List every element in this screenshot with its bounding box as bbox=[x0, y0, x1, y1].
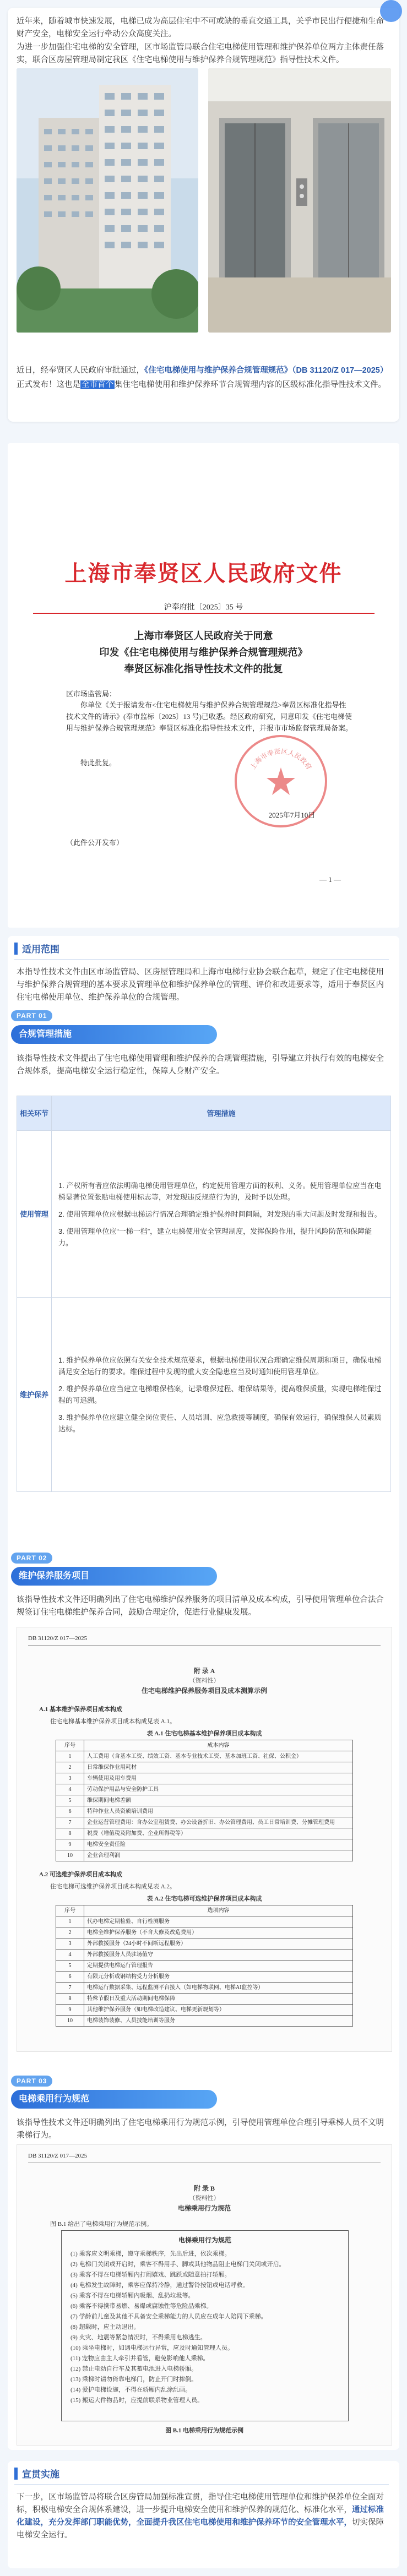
doc-public-note: （此件公开发布） bbox=[66, 838, 124, 847]
col-header-stage: 相关环节 bbox=[17, 1096, 52, 1131]
doc-page-number: — 1 — bbox=[319, 875, 341, 884]
list-item: 1. 维护保养单位应依照有关安全技术规范要求，根据电梯使用状况合理确定维保周期和项目，确保电梯满足安全运行的要求。维保过程中发现的重大安全隐患应当及时通知使用管理单位。 bbox=[58, 1356, 382, 1376]
section-a2: A.2 可选维护保养项目成本构成 bbox=[39, 1871, 122, 1878]
table-cell: 9 bbox=[56, 1839, 84, 1850]
table-a2-title: 表 A.2 住宅电梯可选维护保养项目成本构成 bbox=[146, 1896, 262, 1902]
rule-item: (10) 乘坐电梯时，如遇电梯运行异常，应及时通知管理人员。 bbox=[70, 2345, 234, 2351]
seal-text: 上海市奉贤区人民政府 bbox=[248, 747, 313, 771]
measures-text: 该指导性技术文件提出了住宅电梯使用管理和维护保养的合规管理措施，引导建立并执行有效的电梯安全合规体系，提高电梯安全运行稳定性，保障人身财产安全。 bbox=[17, 1054, 384, 1076]
appendix-intro: 图 B.1 给出了电梯乘用行为规范示例。 bbox=[50, 2221, 153, 2228]
col-header-measures: 管理措施 bbox=[52, 1096, 391, 1131]
standard-code: DB 31120/Z 017—2025 bbox=[28, 1635, 88, 1642]
appendix-a-scan bbox=[17, 1627, 392, 2052]
rule-item: (1) 乘客应文明乘梯，遵守乘梯秩序，先出后进，依次乘梯。 bbox=[70, 2251, 231, 2257]
doc-title: 上海市奉贤区人民政府关于同意 印发《住宅电梯使用与维护保养合规管理规范》 奉贤区标准化指导性技术文件的批复 bbox=[99, 630, 308, 674]
appendix-title: 住宅电梯维护保养服务项目及成本测算示例 bbox=[141, 1687, 267, 1695]
table-cell: 外部救援服务（24小时不间断远程服务） bbox=[84, 1938, 353, 1949]
rule-item: (9) 火灾、地震等紧急情况时，不得乘用电梯逃生。 bbox=[70, 2334, 207, 2341]
table-cell: 特殊节假日及重大活动期间电梯保障 bbox=[84, 1994, 353, 2005]
table-cell: 1 bbox=[56, 1916, 84, 1927]
appendix-label: 附 录 B bbox=[193, 2185, 215, 2192]
section-a2-sub: 住宅电梯可选维护保养项目成本构成见表 A.2。 bbox=[50, 1883, 176, 1890]
rule-item: (2) 电梯门关闭或开启时，乘客不得用手、脚或其他物品阻止电梯门关闭或开启。 bbox=[70, 2261, 285, 2268]
table-cell: 2 bbox=[56, 1762, 84, 1773]
doc-number: 沪奉府批〔2025〕35 号 bbox=[164, 603, 243, 612]
doc-header: 上海市奉贤区人民政府文件 bbox=[64, 561, 343, 586]
table-cell: 日常维保作业用耗材 bbox=[84, 1762, 353, 1773]
table-cell: 外部救援服务人员驻场值守 bbox=[84, 1949, 353, 1960]
rule-item: (5) 乘客不得在电梯轿厢内吸烟、乱扔垃圾等。 bbox=[70, 2292, 194, 2299]
rules-box bbox=[61, 2230, 349, 2421]
doc-date: 2025年7月10日 bbox=[268, 811, 316, 819]
section-a1-sub: 住宅电梯基本维护保养项目成本构成见表 A.1。 bbox=[50, 1718, 176, 1725]
table-cell: 劳动保护用品与安全防护工具 bbox=[84, 1784, 353, 1795]
table-cell: 2 bbox=[56, 1927, 84, 1938]
table-cell: 4 bbox=[56, 1784, 84, 1795]
list-item: 2. 维护保养单位应当建立电梯维保档案，记录维保过程、维保结果等，提高维保质量，实现电梯维保过程的可追溯。 bbox=[58, 1385, 382, 1404]
part-tag: PART 03 bbox=[11, 2076, 52, 2087]
table-cell: 代办电梯定期检验、自行检测服务 bbox=[84, 1916, 353, 1927]
table-cell: 电梯安全责任险 bbox=[84, 1839, 353, 1850]
table-cell: 7 bbox=[56, 1817, 84, 1828]
appendix-title: 电梯乘用行为规范 bbox=[177, 2204, 231, 2212]
table-cell: 6 bbox=[56, 1972, 84, 1983]
scope-text: 本指导性技术文件由区市场监管局、区房屋管理局和上海市电梯行业协会联合起草，规定了住宅电梯使用与维护保养合规管理的基本要求及管理单位和维护保养单位的管理、评价和改进要求等，适用于奉贤区内住宅电梯使用单位、维护保养单位的合规管理。 bbox=[17, 968, 384, 1002]
intro-para-2: 为进一步加强住宅电梯的安全管理，区市场监管局联合住宅电梯使用管理和维护保养单位两方主体责任落实，联合区房屋管理局制定我区《住宅电梯使用与维护保养合规管理规范》指导性技术文件。 bbox=[17, 43, 384, 64]
table-a1-title: 表 A.1 住宅电梯基本维护保养项目成本构成 bbox=[146, 1730, 262, 1737]
table-cell: 定期提供电梯运行管理报告 bbox=[84, 1960, 353, 1972]
table-cell: 维保期间电梯差额 bbox=[84, 1795, 353, 1806]
measures-header: 合规管理措施 bbox=[11, 1025, 217, 1044]
table-cell: 10 bbox=[56, 1850, 84, 1861]
rule-item: (3) 乘客不得在电梯轿厢内打闹嬉戏、跳跃或随意拍打轿厢。 bbox=[70, 2272, 231, 2278]
table-head: 选项内容 bbox=[84, 1905, 353, 1916]
appendix-type: （资料性） bbox=[189, 1678, 220, 1684]
svg-text:上海市奉贤区人民政府 bbox=[248, 747, 313, 771]
table-cell: 电梯运行数据采集、远程监测平台接入（如电梯物联网、电梯AI监控等） bbox=[84, 1983, 353, 1994]
rules-box-title: 电梯乘用行为规范 bbox=[178, 2236, 231, 2244]
scan-rule bbox=[28, 1645, 381, 1646]
table-cell: 8 bbox=[56, 1994, 84, 2005]
figure-caption: 图 B.1 电梯乘用行为规范示例 bbox=[165, 2427, 244, 2434]
table-cell: 5 bbox=[56, 1960, 84, 1972]
scope-marker bbox=[14, 943, 18, 955]
table-cell: 电梯全维护保养服务（不含大修及改造费用） bbox=[84, 1927, 353, 1938]
doc-closing: 特此批复。 bbox=[80, 759, 117, 767]
part-tag: PART 01 bbox=[11, 1010, 52, 1021]
maintenance-measures bbox=[52, 1298, 391, 1492]
table-cell: 7 bbox=[56, 1983, 84, 1994]
list-item: 1. 产权所有者应依法明确电梯使用管理单位，约定使用管理方面的权利、义务。使用管理单位应当在电梯显著位置张贴电梯使用标志等，对发现违反规范行为的，及时予以处理。 bbox=[58, 1181, 382, 1201]
appendix-label: 附 录 A bbox=[193, 1667, 215, 1675]
table-cell: 有限元分析或钢结构受力分析服务 bbox=[84, 1972, 353, 1983]
implementation-header: 宣贯实施 bbox=[22, 2469, 59, 2480]
table-cell: 电梯装饰装修、人员技能培训等服务 bbox=[84, 2016, 353, 2027]
table-cell: 4 bbox=[56, 1949, 84, 1960]
row-label-maintenance: 维护保养 bbox=[17, 1298, 52, 1492]
behavior-text: 该指导性技术文件还明确列出了住宅电梯乘用行为规范示例，引导使用管理单位合理引导乘梯人员不文明乘梯行为。 bbox=[17, 2118, 384, 2140]
intro-para-1: 近年来，随着城市快速发展，电梯已成为高层住宅中不可或缺的垂直交通工具，关乎市民出行便捷和生命财产安全，电梯安全运行牵动公众高度关注。 bbox=[17, 17, 384, 39]
table-cell: 9 bbox=[56, 2005, 84, 2016]
elevator-lobby-photo bbox=[208, 68, 391, 333]
table-cell: 1 bbox=[56, 1751, 84, 1762]
service-items-header: 维护保养服务项目 bbox=[11, 1567, 217, 1586]
table-cell: 特种作业人员资质培训费用 bbox=[84, 1806, 353, 1817]
table-cell: 企业运营管理费用：含办公室租赁费、办公设备折旧、办公管理费用、员工日常培训费、分摊管理费用 bbox=[84, 1817, 353, 1828]
government-approval-document bbox=[8, 443, 399, 928]
rule-item: (6) 乘客不得携带易燃、易爆或腐蚀性等危险品乘梯。 bbox=[70, 2303, 213, 2310]
rule-item: (13) 乘梯时请勿倚靠电梯门，防止开门时摔倒。 bbox=[70, 2376, 198, 2383]
rule-item: (4) 电梯发生故障时，乘客应保持冷静，通过警铃按钮或电话呼救。 bbox=[70, 2282, 249, 2289]
rule-item: (14) 爱护电梯设施，不得在轿厢内乱涂乱画。 bbox=[70, 2387, 192, 2393]
part-tag: PART 02 bbox=[11, 1553, 52, 1564]
building-photo bbox=[17, 68, 198, 333]
table-head: 序号 bbox=[56, 1740, 84, 1751]
table-cell: 税费（增值税及附加费、企业所得税等） bbox=[84, 1828, 353, 1839]
rule-item: (8) 超载时，应主动退出。 bbox=[70, 2324, 140, 2330]
table-cell: 8 bbox=[56, 1828, 84, 1839]
table-cell: 企业合理利润 bbox=[84, 1850, 353, 1861]
rule-item: (15) 搬运大件物品时，应提前联系物业管理人员。 bbox=[70, 2397, 204, 2404]
measures-table bbox=[17, 1096, 391, 1492]
table-head: 序号 bbox=[56, 1905, 84, 1916]
table-cell: 5 bbox=[56, 1795, 84, 1806]
standard-code: DB 31120/Z 017—2025 bbox=[28, 2153, 88, 2159]
doc-red-rule bbox=[33, 613, 375, 614]
row-label-usage: 使用管理 bbox=[17, 1131, 52, 1298]
behavior-header: 电梯乘用行为规范 bbox=[11, 2090, 217, 2109]
rule-item: (11) 宠物应由主人牵引并看管，避免影响他人乘梯。 bbox=[70, 2355, 209, 2362]
list-item: 3. 使用管理单位应“一梯一档”，建立电梯使用安全管理制度，发挥保险作用，提升风险防范和保障能力。 bbox=[58, 1227, 372, 1247]
rule-item: (12) 禁止电动自行车及其蓄电池进入电梯轿厢。 bbox=[70, 2366, 198, 2372]
table-cell: 车辆使用及用车费用 bbox=[84, 1773, 353, 1784]
list-item: 3. 维护保养单位应建立健全岗位责任、人员培训、应急救援等制度，确保有效运行，确保维保人员素质达标。 bbox=[58, 1413, 382, 1433]
doc-body: 你单位《关于报请发布<住宅电梯使用与维护保养合规管理规范>奉贤区标准化指导性技术文件的请示》(奉市监标〔2025〕13 号)已收悉。经区政府研究，同意印发《住宅电梯使用与维护保养合规管理规范》奉贤区标准化指导性技术文件，并报市市场监督管理局备案。 bbox=[66, 701, 353, 732]
usage-measures bbox=[52, 1131, 391, 1298]
intro-para-3: 近日，经奉贤区人民政府审批通过，《住宅电梯使用与维护保养合规管理规范》（DB 31120/Z 017—2025）正式发布！这也是 全市首个 集住宅电梯使用和维护保养环节合规管理内容的区级标准化指导性技术文件。 bbox=[17, 366, 388, 389]
implementation-text: 下一步，区市场监管局将联合区房管局加强标准宣贯，指导住宅电梯使用管理单位和维护保养单位全面对标，积极电梯安全合规体系建设，进一步提升电梯安全使用和维护保养的规范化、标准化水平，通过标准化建设，充分发挥部门职能优势，全面提升我区住宅电梯使用和维护保养环节的安全管理水平，切实保障电梯安全运行。 bbox=[17, 2493, 384, 2540]
table-cell: 3 bbox=[56, 1773, 84, 1784]
rule-item: (7) 学龄前儿童及其他不具备安全乘梯能力的人员应在成年人陪同下乘梯。 bbox=[70, 2313, 267, 2320]
divider bbox=[14, 2484, 389, 2485]
table-cell: 10 bbox=[56, 2016, 84, 2027]
list-item: 2. 使用管理单位应根据电梯运行情况合理确定维护保养时间间隔，对发现的重大问题及时发现和报告。 bbox=[58, 1210, 382, 1218]
table-cell: 3 bbox=[56, 1938, 84, 1949]
scope-header: 适用范围 bbox=[22, 944, 59, 955]
implementation-marker bbox=[14, 2468, 18, 2480]
table-head: 成本内容 bbox=[84, 1740, 353, 1751]
table-a2 bbox=[56, 1905, 353, 2027]
service-items-text: 该指导性技术文件还明确列出了住宅电梯维护保养服务的项目清单及成本构成，引导使用管理单位合法合规签订住宅电梯维护保养合同，鼓励合理定价，促进行业健康发展。 bbox=[17, 1595, 384, 1617]
section-a1: A.1 基本维护保养项目成本构成 bbox=[39, 1706, 122, 1713]
table-cell: 人工费用（含基本工资、绩效工资、基本专业技术工资、基本加班工资、社保、公积金） bbox=[84, 1751, 353, 1762]
table-cell: 6 bbox=[56, 1806, 84, 1817]
doc-addressee: 区市场监管局： bbox=[66, 690, 117, 698]
appendix-b-scan bbox=[17, 2144, 392, 2446]
table-a1 bbox=[56, 1740, 353, 1861]
table-cell: 其他维护保养服务（如电梯改造建议、电梯更新规划等） bbox=[84, 2005, 353, 2016]
appendix-type: （资料性） bbox=[189, 2195, 220, 2202]
divider bbox=[14, 959, 389, 960]
